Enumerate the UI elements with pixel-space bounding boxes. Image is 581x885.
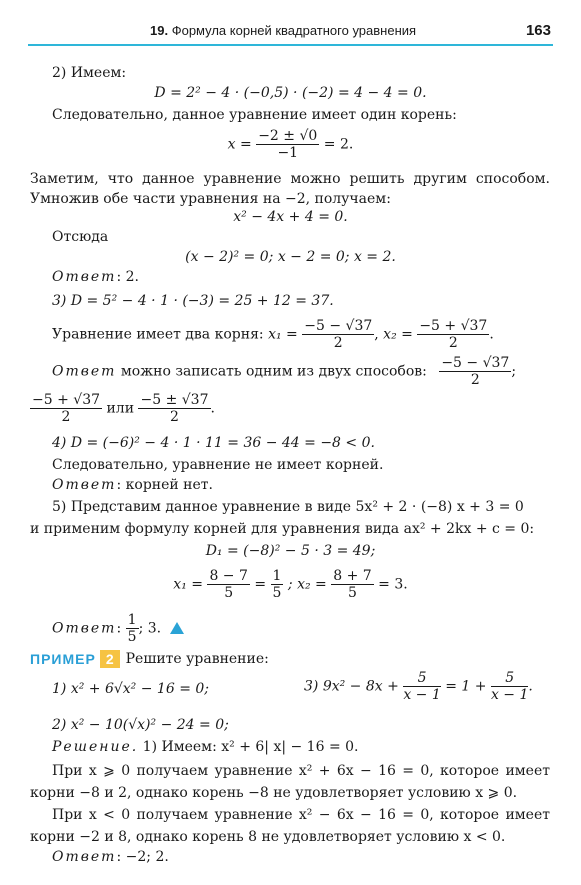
answer-label: Ответ (52, 620, 117, 637)
answer-colon: : (116, 620, 122, 637)
denominator: 2 (333, 335, 343, 351)
answer-line (52, 612, 184, 645)
text-line: корни −2 и 8, однако корень 8 не удовлетворяет условию x < 0. (30, 829, 506, 845)
denominator: 5 (272, 585, 282, 601)
denominator: 2 (448, 335, 458, 351)
task-item: 1) x² + 6√x² − 16 = 0; (52, 681, 209, 697)
formula-part: x₁ = (268, 326, 298, 343)
formula-part: ; x₂ = (287, 576, 327, 593)
formula-line: D = 2² − 4 · (−0,5) · (−2) = 4 − 4 = 0. (154, 85, 427, 101)
formula-part: = (254, 576, 267, 593)
text-part: можно записать одним из двух способов: (120, 363, 427, 380)
answer-value: ; 3. (138, 620, 162, 637)
text-part: или (106, 400, 135, 417)
answer-label: Ответ (52, 363, 117, 380)
answer-line (52, 268, 139, 286)
formula-fraction-line (0, 128, 581, 161)
fraction (207, 568, 249, 601)
denominator: 2 (470, 372, 480, 388)
fraction (30, 392, 102, 425)
section-number: 19. (150, 23, 169, 38)
text-part: Уравнение имеет два корня: (52, 326, 264, 343)
text-line: 2) Имеем: (52, 65, 127, 81)
denominator: 5 (224, 585, 234, 601)
numerator: −5 − √37 (441, 355, 510, 371)
formula-part: 3) 9x² − 8x + (304, 678, 399, 695)
fraction (271, 568, 284, 601)
formula-line: 3) D = 5² − 4 · 1 · (−3) = 25 + 12 = 37. (52, 293, 334, 309)
text-line: При x < 0 получаем уравнение x² − 6x − 16 = 0, которое имеет (52, 807, 550, 823)
numerator: 8 + 7 (333, 568, 372, 584)
numerator: 8 − 7 (209, 568, 248, 584)
solution-text: 1) Имеем: x² + 6| x| − 16 = 0. (138, 739, 359, 755)
answer-line (52, 476, 213, 494)
roots-line (0, 568, 581, 601)
fraction (302, 318, 374, 351)
formula-line: D₁ = (−8)² − 5 · 3 = 49; (205, 543, 376, 559)
formula-part: x₂ = (383, 326, 413, 343)
formula-part: x = (227, 136, 252, 153)
fraction (331, 568, 373, 601)
formula-line: 4) D = (−6)² − 4 · 1 · 11 = 36 − 44 = −8 < 0. (52, 435, 375, 451)
formula-line: (x − 2)² = 0; x − 2 = 0; x = 2. (185, 249, 396, 265)
answer-value: : корней нет. (116, 477, 213, 493)
answer-continuation-line (30, 392, 215, 425)
header-rule (28, 44, 553, 46)
denominator: −1 (277, 145, 299, 161)
text-line: корни −8 и 2, однако корень −8 не удовлетворяет условию x ⩾ 0. (30, 785, 518, 801)
task-item (304, 670, 533, 703)
text-line: Умножив обе части уравнения на −2, получаем: (30, 191, 391, 207)
running-header (28, 14, 553, 48)
period: . (528, 678, 533, 695)
fraction (403, 670, 440, 703)
numerator: 1 (127, 612, 137, 628)
example-label: ПРИМЕР (30, 650, 96, 667)
numerator: 5 (491, 670, 528, 687)
text-line: Отсюда (52, 229, 109, 245)
text-line: Заметим, что данное уравнение можно решить другим способом. (30, 171, 550, 187)
answer-label: Ответ (52, 849, 117, 865)
text-line: и применим формулу корней для уравнения вида ax² + 2kx + c = 0: (30, 521, 535, 537)
answer-line (52, 355, 516, 388)
example-task: Решите уравнение: (125, 650, 269, 667)
numerator: −5 − √37 (304, 318, 373, 334)
roots-line (52, 318, 494, 351)
page-number: 163 (525, 22, 551, 39)
denominator: 5 (127, 629, 137, 645)
text-line: Следовательно, уравнение не имеет корней. (52, 457, 384, 473)
numerator: −5 ± √37 (140, 392, 209, 408)
solution-label: Решение. (52, 739, 139, 755)
formula-line: x² − 4x + 4 = 0. (233, 209, 348, 225)
formula-part: = 2. (323, 136, 354, 153)
denominator: 2 (170, 409, 179, 425)
example-number-badge: 2 (100, 650, 120, 668)
fraction (439, 355, 511, 388)
example-heading (30, 648, 269, 668)
end-of-solution-triangle-icon (170, 622, 184, 634)
formula-part: = 1 + (445, 678, 487, 695)
fraction (138, 392, 210, 425)
text-line: Следовательно, данное уравнение имеет один корень: (52, 107, 457, 123)
period: . (489, 326, 494, 343)
numerator: −2 ± √0 (258, 128, 318, 144)
answer-line (52, 848, 169, 866)
formula-part: x₁ = (173, 576, 203, 593)
answer-value: : 2. (116, 269, 139, 285)
text-line: 5) Представим данное уравнение в виде 5x² + 2 · (−8) x + 3 = 0 (52, 499, 524, 515)
numerator: 1 (272, 568, 282, 584)
fraction (417, 318, 489, 351)
numerator: −5 + √37 (32, 392, 101, 408)
answer-label: Ответ (52, 477, 117, 493)
denominator: 5 (348, 585, 357, 601)
section-title (150, 23, 416, 38)
denominator: x − 1 (403, 687, 441, 703)
separator: , (374, 326, 379, 343)
numerator: −5 + √37 (419, 318, 488, 334)
separator: ; (511, 363, 517, 380)
text-line: При x ⩾ 0 получаем уравнение x² + 6x − 16 = 0, которое имеет (52, 763, 550, 779)
solution-line (52, 738, 359, 756)
task-item: 2) x² − 10(√x)² − 24 = 0; (52, 717, 229, 733)
formula-part: = 3. (378, 576, 408, 593)
fraction (126, 612, 139, 645)
answer-label: Ответ (52, 269, 117, 285)
section-title-text: Формула корней квадратного уравнения (171, 23, 417, 38)
numerator: 5 (403, 670, 440, 687)
fraction (256, 128, 319, 161)
period: . (210, 400, 215, 417)
answer-value: : −2; 2. (116, 849, 169, 865)
denominator: 2 (61, 409, 71, 425)
fraction (491, 670, 528, 703)
denominator: x − 1 (490, 687, 529, 703)
